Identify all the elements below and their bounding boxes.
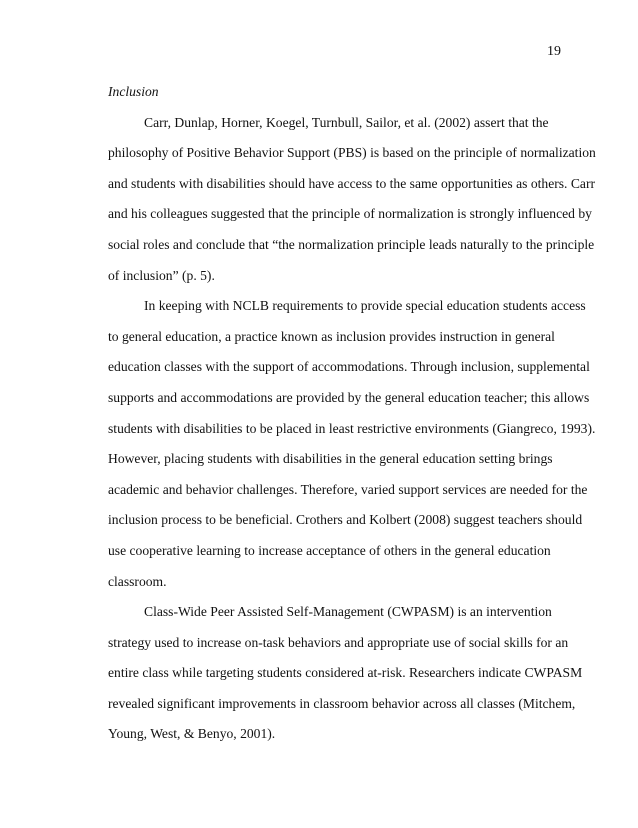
paragraph-line: academic and behavior challenges. Therefore, varied support services are needed for the — [108, 481, 588, 497]
paragraph-line: strategy used to increase on-task behaviors and appropriate use of social skills for an — [108, 634, 569, 650]
paragraph-line: Carr, Dunlap, Horner, Koegel, Turnbull, Sailor, et al. (2002) assert that the — [144, 114, 549, 130]
paragraph-line: students with disabilities to be placed in least restrictive environments (Giangreco, 1993). — [108, 420, 596, 436]
paragraph-line: and his colleagues suggested that the principle of normalization is strongly influenced by — [108, 206, 592, 222]
paragraph-line: revealed significant improvements in classroom behavior across all classes (Mitchem, — [108, 695, 576, 711]
paragraph-line: In keeping with NCLB requirements to provide special education students access — [144, 298, 586, 314]
paragraph-line: and students with disabilities should have access to the same opportunities as others. Carr — [108, 175, 596, 191]
paragraph-cwpasm — [108, 597, 583, 750]
paragraph-line: Class-Wide Peer Assisted Self-Management (CWPASM) is an intervention — [144, 604, 552, 620]
paragraph-line: to general education, a practice known as inclusion provides instruction in general — [108, 328, 555, 344]
paragraph-line: Young, West, & Benyo, 2001). — [108, 726, 276, 742]
document-body — [108, 77, 596, 750]
paragraph-line: philosophy of Positive Behavior Support (PBS) is based on the principle of normalization — [108, 145, 596, 161]
section-heading: Inclusion — [108, 84, 159, 99]
paragraph-pbs-normalization — [108, 108, 596, 292]
paragraph-line: inclusion process to be beneficial. Crothers and Kolbert (2008) suggest teachers should — [108, 512, 583, 528]
paragraph-line: However, placing students with disabilities in the general education setting brings — [108, 451, 553, 467]
paragraph-line: classroom. — [108, 573, 167, 589]
paragraph-line: education classes with the support of accommodations. Through inclusion, supplemental — [108, 359, 590, 375]
page-number: 19 — [547, 44, 561, 59]
paragraph-line: supports and accommodations are provided by the general education teacher; this allows — [108, 389, 590, 405]
paragraph-line: entire class while targeting students considered at-risk. Researchers indicate CWPASM — [108, 665, 583, 681]
paragraph-nclb-inclusion — [108, 291, 596, 597]
paragraph-line: of inclusion” (p. 5). — [108, 267, 215, 283]
paragraph-line: social roles and conclude that “the normalization principle leads naturally to the principle — [108, 236, 595, 252]
paragraph-line: use cooperative learning to increase acceptance of others in the general education — [108, 542, 551, 558]
